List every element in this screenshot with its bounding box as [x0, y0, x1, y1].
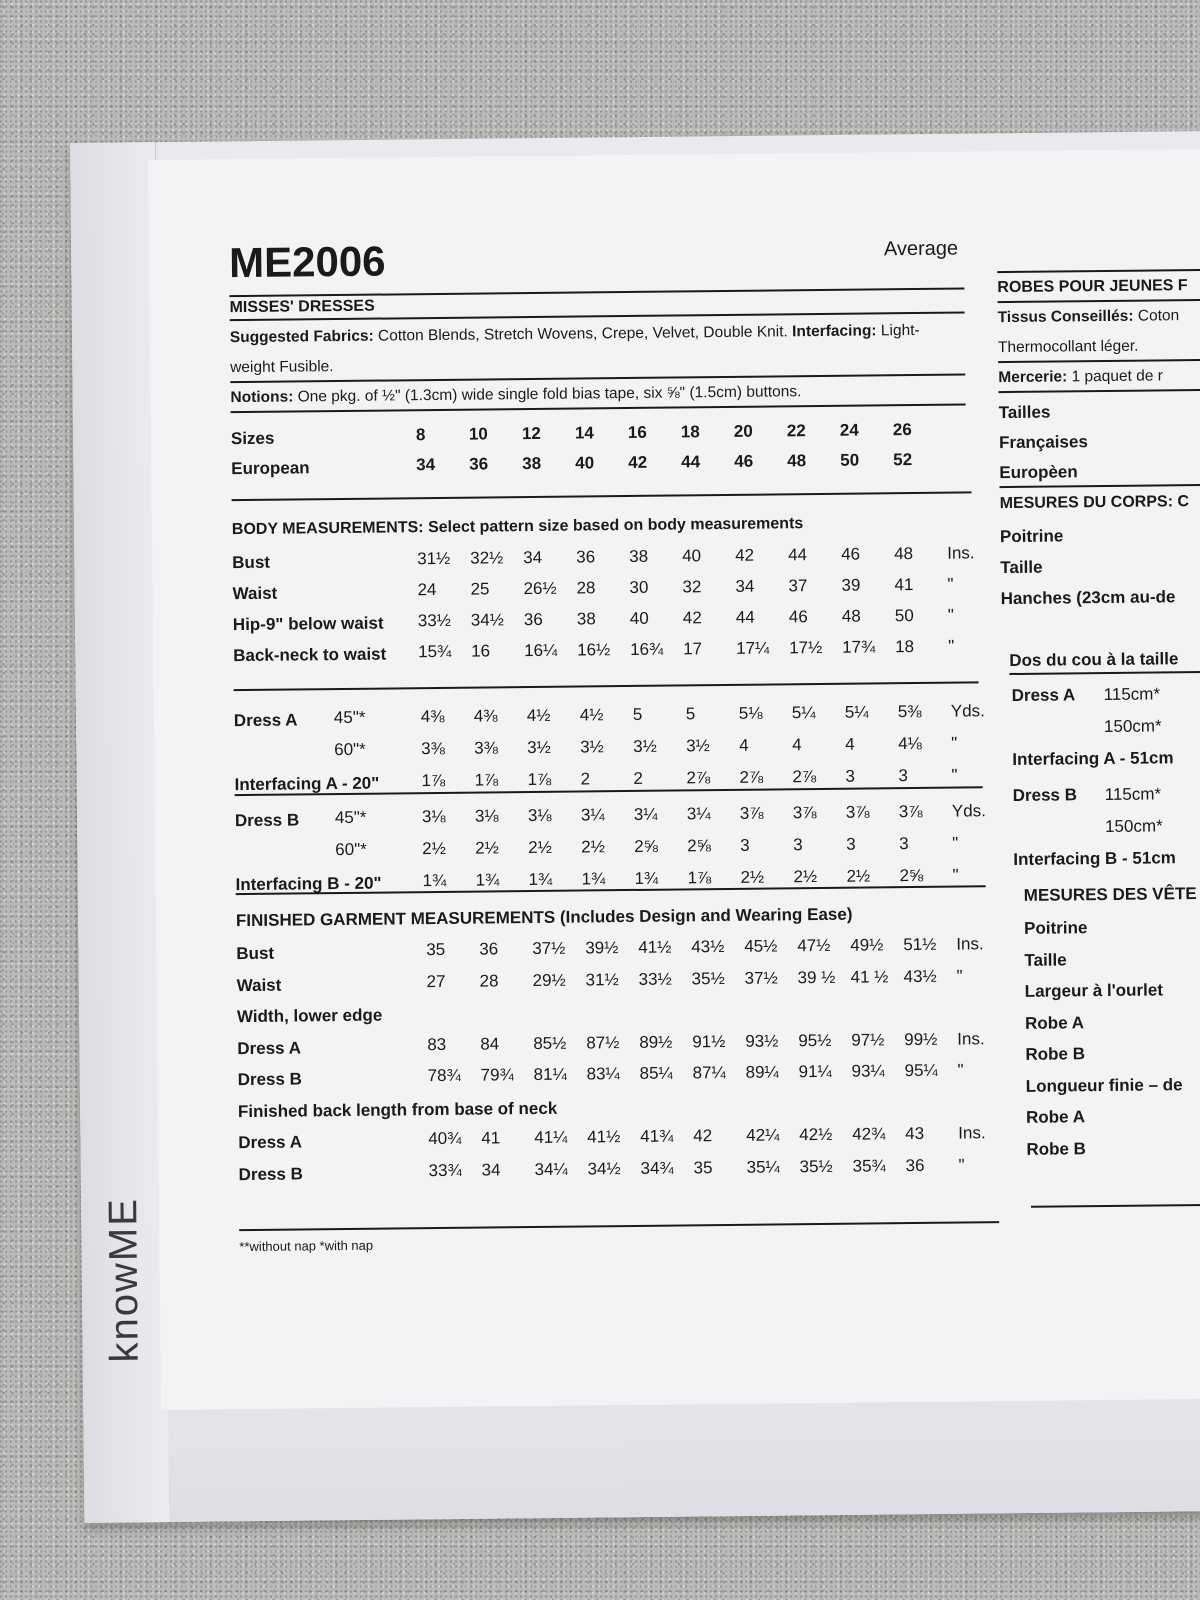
table-cell: 83 [427, 1034, 447, 1054]
table-cell: 48 [894, 544, 914, 564]
table-cell: 16 [471, 641, 491, 661]
footnote: **without nap *with nap [239, 1237, 374, 1255]
table-cell: 1⅞ [687, 868, 712, 888]
french-row-label: Taille [1024, 949, 1067, 970]
european-cell: 34 [416, 455, 436, 475]
divider [997, 268, 1200, 273]
divider [998, 358, 1200, 363]
pattern-number: ME2006 [228, 237, 386, 287]
table-cell: 36 [576, 547, 596, 567]
table-cell: 39 [841, 575, 861, 595]
table-cell: 95¼ [904, 1060, 938, 1081]
french-row-label: Robe B [1026, 1138, 1086, 1159]
french-finished-heading: MESURES DES VÊTE [1023, 884, 1197, 905]
table-cell: 32½ [470, 548, 504, 568]
table-cell: 36 [479, 939, 499, 959]
french-fabrics: Tissus Conseillés: Coton [997, 307, 1180, 327]
french-body-heading: MESURES DU CORPS: C [999, 493, 1190, 513]
table-cell: 41¾ [640, 1126, 674, 1146]
european-cell: 52 [893, 450, 913, 470]
table-cell: 41½ [638, 937, 672, 957]
french-row-label: Robe A [1025, 1107, 1086, 1127]
table-cell: 35¼ [746, 1156, 780, 1177]
table-cell: 3⅛ [527, 805, 552, 826]
table-cell: 37½ [744, 967, 778, 988]
unit-label: " [956, 966, 963, 986]
row-label: Back-neck to waist [233, 644, 387, 666]
european-label: European [231, 458, 310, 479]
table-cell: 93¼ [851, 1061, 885, 1081]
french-fabric-width: 115cm* [1104, 784, 1162, 805]
table-cell: 2½ [793, 867, 818, 887]
table-cell: 89¼ [745, 1062, 779, 1082]
unit-label: " [958, 1155, 965, 1175]
table-cell: 34 [523, 547, 543, 568]
table-cell: 35½ [691, 968, 725, 988]
table-cell: 28 [576, 578, 596, 598]
european-cell: 48 [787, 451, 807, 471]
row-label: Bust [232, 552, 271, 573]
european-cell: 38 [522, 453, 542, 474]
row-label: Waist [232, 583, 278, 604]
table-cell: 78¾ [427, 1065, 461, 1086]
french-back-label: Dos du cou à la taille [1009, 649, 1179, 671]
table-cell: 2½ [528, 837, 552, 858]
table-cell: 2½ [581, 837, 605, 857]
table-cell: 32 [682, 577, 702, 597]
table-cell: 49½ [850, 935, 884, 955]
unit-label: " [952, 833, 959, 853]
table-cell: 1⅞ [421, 770, 446, 791]
table-cell: 35½ [799, 1156, 833, 1176]
table-cell: 40 [629, 608, 649, 628]
table-cell: 3½ [686, 736, 710, 756]
table-cell: 39 ½ [797, 967, 836, 987]
table-cell: 2⅝ [687, 836, 711, 856]
fabric-width: 60"* [335, 839, 367, 860]
table-cell: 44 [788, 545, 808, 565]
table-cell: 4½ [526, 705, 551, 726]
unit-label: " [957, 1060, 964, 1080]
table-cell: 1⅞ [474, 770, 499, 790]
table-cell: 16½ [577, 640, 611, 660]
section-heading: MISSES' DRESSES [229, 297, 375, 317]
table-cell: 93½ [745, 1030, 779, 1051]
table-cell: 4 [739, 735, 749, 755]
french-section [997, 268, 1200, 1159]
table-cell: 29½ [532, 970, 566, 990]
table-cell: 34 [481, 1159, 501, 1180]
fabric-width: 45"* [334, 807, 367, 828]
table-cell: 5¼ [791, 703, 816, 723]
table-cell: 2⅝ [634, 836, 658, 856]
table-cell: 3⅞ [845, 802, 870, 822]
envelope-bottom-flap [168, 1390, 1200, 1522]
table-cell: 3¼ [686, 804, 711, 824]
row-label: Bust [236, 943, 275, 964]
table-cell: 2 [580, 769, 591, 789]
table-cell: 38 [576, 609, 596, 629]
european-cell: 50 [840, 450, 860, 470]
table-cell: 43½ [691, 937, 725, 957]
table-cell: 42 [735, 545, 755, 565]
table-cell: 97½ [851, 1029, 885, 1050]
table-cell: 34½ [587, 1158, 621, 1178]
row-label: Width, lower edge [236, 1005, 383, 1027]
table-cell: 3¼ [633, 804, 658, 824]
table-cell: 46 [841, 544, 861, 564]
size-cell: 26 [892, 420, 912, 440]
table-cell: 33½ [417, 610, 452, 631]
table-cell: 3⅜ [421, 738, 445, 759]
row-label: Dress A [233, 710, 298, 731]
table-cell: 41½ [587, 1127, 621, 1147]
row-label: Dress B [237, 1069, 302, 1090]
table-cell: 99½ [904, 1029, 938, 1049]
table-cell: 91¼ [798, 1061, 832, 1082]
french-row-label: Hanches (23cm au-de [1000, 587, 1176, 609]
table-cell: 42½ [799, 1124, 833, 1145]
divider [1031, 1203, 1200, 1208]
table-cell: 39½ [585, 938, 619, 958]
table-cell: 2 [633, 768, 644, 788]
divider [239, 1221, 999, 1230]
row-label: Waist [236, 975, 282, 995]
row-label: Interfacing A - 20" [234, 773, 380, 795]
table-cell: 41 [481, 1128, 501, 1148]
french-row-label: Interfacing A - 51cm [1012, 748, 1174, 769]
table-cell: 87½ [586, 1032, 620, 1052]
french-sizes-label: Tailles [998, 402, 1051, 423]
table-cell: 40¾ [428, 1128, 462, 1149]
table-cell: 34¾ [640, 1158, 674, 1178]
table-cell: 35 [693, 1157, 713, 1177]
notions-line: Notions: One pkg. of ½" (1.3cm) wide single fold bias tape, six ⅝" (1.5cm) buttons. [230, 383, 802, 407]
row-label: Dress B [238, 1163, 303, 1184]
table-cell: 1¾ [634, 868, 659, 888]
table-cell: 46 [788, 607, 808, 627]
table-cell: 17 [683, 639, 703, 659]
table-cell: 3⅞ [739, 803, 764, 823]
french-row-label: Taille [1000, 557, 1043, 578]
table-cell: 33¾ [428, 1160, 462, 1180]
french-row-label: Largeur à l'ourlet [1024, 980, 1164, 1001]
table-cell: 34 [735, 576, 755, 596]
table-cell: 34¼ [534, 1159, 568, 1179]
table-cell: 5⅜ [897, 701, 922, 722]
table-cell: 31½ [585, 969, 619, 989]
finished-measurements-heading: FINISHED GARMENT MEASUREMENTS (Includes Design and Wearing Ease) [235, 904, 853, 931]
table-cell: 4 [792, 735, 802, 755]
french-heading: ROBES POUR JEUNES F [997, 277, 1188, 297]
french-row-label: Longueur finie – de [1025, 1074, 1183, 1096]
french-row-label: Poitrine [999, 526, 1064, 547]
european-cell: 46 [734, 451, 754, 471]
size-cell: 8 [415, 425, 426, 445]
table-cell: 4⅜ [420, 706, 445, 727]
table-cell: 17¼ [736, 638, 770, 658]
table-cell: 18 [895, 637, 915, 657]
table-cell: 1¾ [475, 870, 500, 890]
unit-label: " [951, 765, 958, 785]
table-cell: 4⅛ [898, 733, 922, 754]
unit-label: Yds. [950, 701, 985, 721]
table-cell: 40 [682, 546, 702, 566]
size-cell: 24 [839, 420, 859, 440]
table-cell: 2⅝ [899, 865, 924, 886]
fabrics-line-2: weight Fusible. [230, 358, 334, 377]
table-cell: 43½ [903, 966, 937, 986]
table-cell: 36 [523, 609, 543, 630]
unit-label: " [947, 605, 954, 625]
table-cell: 3⅛ [421, 806, 446, 827]
unit-label: Yds. [951, 801, 986, 821]
table-cell: 28 [479, 970, 499, 991]
row-label: Finished back length from base of neck [237, 1098, 558, 1121]
table-cell: 17¾ [842, 637, 876, 657]
table-cell: 5 [685, 704, 696, 724]
table-cell: 43 [905, 1123, 925, 1144]
unit-label: " [948, 636, 955, 656]
table-cell: 37½ [532, 938, 566, 959]
french-french-label: Françaises [998, 432, 1088, 453]
table-cell: 33½ [638, 969, 672, 989]
divider [998, 298, 1200, 303]
row-label: Hip-9" below waist [232, 613, 384, 635]
table-cell: 26½ [523, 578, 557, 599]
table-cell: 84 [480, 1033, 500, 1054]
table-cell: 42¼ [746, 1125, 780, 1145]
row-label: Interfacing B - 20" [235, 873, 382, 895]
size-chart-sheet [148, 149, 1200, 1410]
table-cell: 38 [629, 546, 649, 566]
table-cell: 91½ [692, 1031, 726, 1051]
divider [234, 681, 979, 691]
row-label: Dress B [234, 810, 300, 831]
table-cell: 36 [905, 1155, 925, 1175]
french-european-label: Europèen [999, 462, 1078, 483]
unit-label: " [952, 865, 959, 885]
french-row-label: Dress A [1011, 685, 1076, 705]
divider [998, 388, 1200, 393]
french-row-label: Robe A [1024, 1012, 1085, 1033]
french-notions: Mercerie: 1 paquet de r [998, 367, 1164, 387]
table-cell: 83¼ [586, 1064, 620, 1084]
unit-label: " [951, 733, 958, 753]
table-cell: 89½ [639, 1032, 673, 1052]
table-cell: 15¾ [418, 641, 452, 662]
table-cell: 2⅞ [739, 767, 764, 787]
table-cell: 44 [735, 607, 755, 627]
table-cell: 50 [894, 606, 914, 626]
fabrics-line: Suggested Fabrics: Cotton Blends, Stretch Wovens, Crepe, Velvet, Double Knit. Interfacing: Light- [229, 321, 920, 347]
unit-label: " [947, 574, 954, 594]
table-cell: 2⅞ [792, 767, 817, 787]
french-row-label: Dress B [1012, 785, 1078, 805]
table-cell: 3 [845, 766, 856, 786]
table-cell: 2½ [740, 867, 765, 887]
size-cell: 22 [786, 421, 806, 441]
table-cell: 3½ [633, 736, 657, 756]
table-cell: 1¾ [581, 869, 606, 889]
table-cell: 2⅞ [686, 768, 711, 788]
english-section [228, 231, 986, 1255]
table-cell: 31½ [417, 548, 451, 569]
body-measurements-heading: BODY MEASUREMENTS: Select pattern size based on body measurements [231, 515, 804, 539]
table-cell: 3½ [527, 737, 551, 758]
size-cell: 12 [521, 423, 541, 444]
table-cell: 3 [898, 766, 909, 786]
table-cell: 95½ [798, 1030, 832, 1050]
table-cell: 3¼ [580, 805, 605, 825]
size-cell: 18 [680, 422, 700, 442]
table-cell: 4½ [579, 705, 604, 725]
table-cell: 16¼ [524, 640, 558, 661]
table-cell: 81¼ [533, 1064, 567, 1085]
french-row-label: Interfacing B - 51cm [1013, 848, 1176, 869]
size-cell: 20 [733, 421, 753, 441]
unit-label: Ins. [956, 934, 984, 954]
table-cell: 45½ [744, 936, 778, 956]
european-cell: 36 [469, 454, 489, 474]
divider [229, 287, 964, 297]
fabric-width: 60"* [334, 739, 366, 760]
table-cell: 42 [693, 1126, 713, 1146]
table-cell: 34½ [470, 610, 505, 630]
divider [232, 491, 972, 501]
table-cell: 79¾ [480, 1065, 514, 1085]
table-cell: 3 [740, 835, 750, 855]
table-cell: 2½ [422, 838, 446, 859]
table-cell: 47½ [797, 935, 831, 956]
table-cell: 2½ [475, 838, 499, 858]
size-range: Average [883, 237, 959, 261]
french-fabric-width: 150cm* [1103, 716, 1162, 737]
table-cell: 48 [841, 606, 861, 626]
french-fabrics-2: Thermocollant léger. [997, 337, 1139, 357]
european-cell: 42 [628, 452, 648, 472]
table-cell: 17½ [789, 637, 823, 658]
table-cell: 27 [426, 971, 446, 991]
french-row-label: Robe B [1025, 1044, 1086, 1064]
table-cell: 37 [788, 576, 808, 596]
table-cell: 25 [470, 579, 490, 599]
table-cell: 87¼ [692, 1063, 726, 1083]
size-cell: 14 [574, 423, 594, 443]
size-cell: 10 [468, 424, 488, 444]
european-cell: 44 [681, 452, 701, 472]
table-cell: 35 [426, 939, 446, 960]
table-cell: 41 [894, 575, 914, 595]
brand-logo: knowME [101, 1196, 147, 1363]
divider [230, 373, 965, 383]
table-cell: 4⅜ [473, 706, 498, 726]
table-cell: 3½ [580, 737, 604, 757]
table-cell: 3 [846, 834, 856, 854]
fabric-width: 45"* [333, 707, 366, 728]
table-cell: 1¾ [422, 870, 447, 891]
table-cell: 41¼ [534, 1127, 568, 1148]
table-cell: 5⅛ [738, 703, 763, 723]
size-cell: 16 [627, 422, 647, 442]
table-cell: 4 [845, 734, 855, 754]
table-cell: 3⅜ [474, 738, 498, 758]
table-cell: 51½ [903, 934, 937, 955]
table-cell: 16¾ [630, 639, 664, 659]
table-cell: 85½ [533, 1033, 567, 1053]
french-fabric-width: 150cm* [1104, 816, 1163, 837]
table-cell: 42 [682, 608, 702, 628]
table-cell: 41 ½ [850, 966, 889, 987]
table-cell: 5 [632, 704, 643, 724]
table-cell: 30 [629, 577, 649, 597]
french-fabric-width: 115cm* [1103, 684, 1161, 705]
table-cell: 24 [417, 580, 437, 600]
table-cell: 2½ [846, 866, 871, 886]
table-cell: 3⅞ [898, 801, 923, 822]
table-cell: 3 [793, 835, 803, 855]
unit-label: Ins. [957, 1028, 985, 1049]
divider [999, 483, 1200, 488]
french-row-label: Poitrine [1023, 918, 1088, 938]
table-cell: 1¾ [528, 869, 553, 890]
table-cell: 3⅞ [792, 803, 817, 823]
row-label: Dress A [237, 1037, 302, 1058]
table-cell: 85¼ [639, 1063, 673, 1083]
european-cell: 40 [575, 453, 595, 473]
unit-label: Ins. [947, 543, 975, 563]
unit-label: Ins. [958, 1123, 986, 1143]
row-label: Dress A [238, 1132, 303, 1153]
table-cell: 42¾ [852, 1124, 886, 1144]
sizes-label: Sizes [230, 428, 275, 449]
table-cell: 5¼ [844, 702, 869, 722]
table-cell: 1⅞ [527, 769, 552, 790]
table-cell: 35¾ [852, 1155, 886, 1176]
table-cell: 3 [899, 834, 909, 854]
table-cell: 3⅛ [474, 806, 499, 826]
